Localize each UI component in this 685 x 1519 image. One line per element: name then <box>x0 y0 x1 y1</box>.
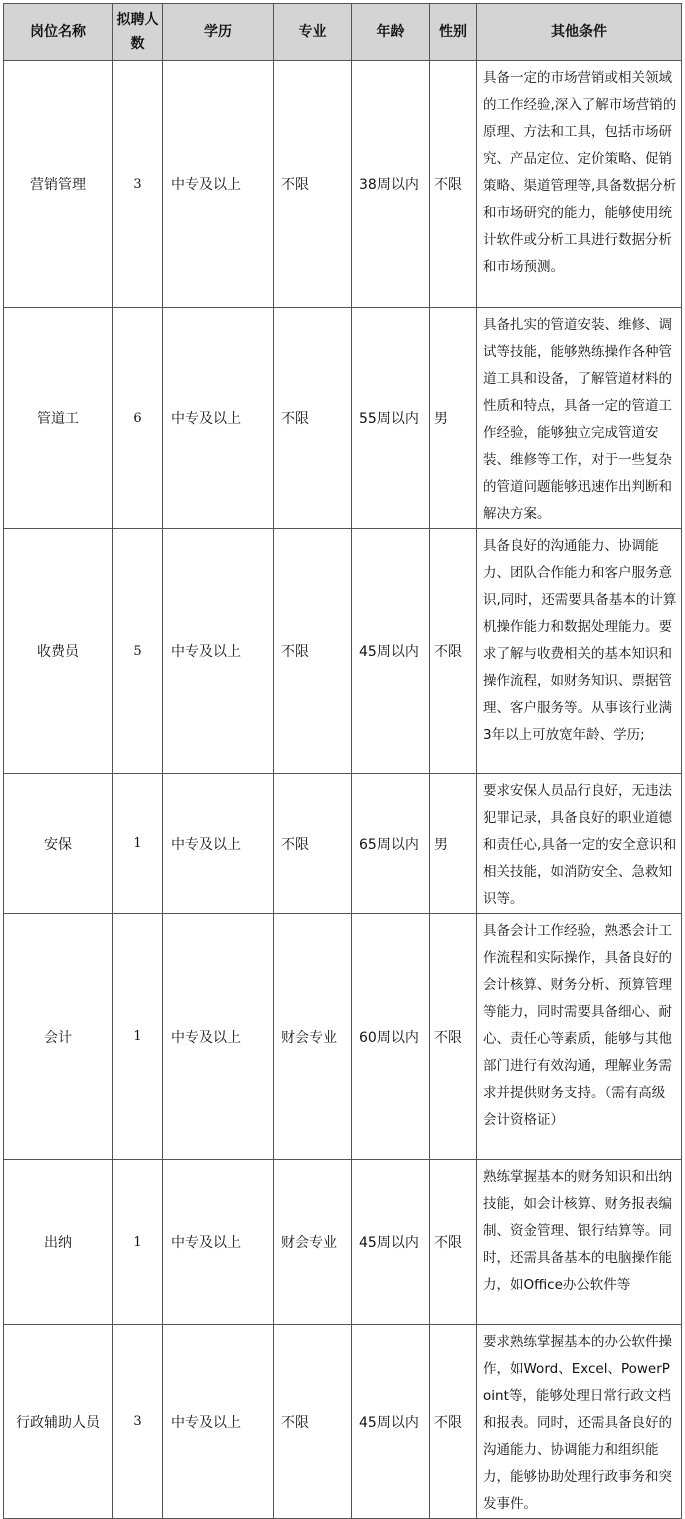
education: 中专及以上 <box>163 914 274 1160</box>
gender: 不限 <box>430 1325 477 1519</box>
position-name: 收费员 <box>4 529 113 774</box>
education: 中专及以上 <box>163 61 274 308</box>
age-limit: 45周以内 <box>352 1325 430 1519</box>
hire-count: 5 <box>113 529 163 774</box>
age-limit: 65周以内 <box>352 774 430 914</box>
position-name: 会计 <box>4 914 113 1160</box>
position-name: 安保 <box>4 774 113 914</box>
table-row <box>4 774 682 914</box>
recruitment-table <box>3 3 682 1519</box>
header-position: 岗位名称 <box>4 4 113 61</box>
other-conditions: 具备扎实的管道安装、维修、调试等技能，能够熟练操作各种管道工具和设备，了解管道材料的性质和特点，具备一定的管道工作经验，能够独立完成管道安装、维修等工作，对于一些复杂的管道问题能够迅速作出判断和解决方案。 <box>477 308 682 529</box>
hire-count: 3 <box>113 1325 163 1519</box>
age-limit: 60周以内 <box>352 914 430 1160</box>
age-limit: 45周以内 <box>352 1160 430 1325</box>
other-conditions: 要求熟练掌握基本的办公软件操作，如Word、Excel、PowerPoint等，能够处理日常行政文档和报表。同时，还需具备良好的沟通能力、协调能力和组织能力，能够协助处理行政事务和突发事件。 <box>477 1325 682 1519</box>
major: 不限 <box>274 1325 352 1519</box>
position-name: 行政辅助人员 <box>4 1325 113 1519</box>
table-row <box>4 529 682 774</box>
table-row <box>4 61 682 308</box>
hire-count: 1 <box>113 1160 163 1325</box>
education: 中专及以上 <box>163 1325 274 1519</box>
other-conditions: 具备良好的沟通能力、协调能力、团队合作能力和客户服务意识,同时，还需要具备基本的计算机操作能力和数据处理能力。要求了解与收费相关的基本知识和操作流程，如财务知识、票据管理、客户服务等。从事该行业满3年以上可放宽年龄、学历; <box>477 529 682 774</box>
header-other: 其他条件 <box>477 4 682 61</box>
major: 不限 <box>274 308 352 529</box>
age-limit: 55周以内 <box>352 308 430 529</box>
position-name: 出纳 <box>4 1160 113 1325</box>
education: 中专及以上 <box>163 308 274 529</box>
table-row <box>4 308 682 529</box>
education: 中专及以上 <box>163 529 274 774</box>
age-limit: 45周以内 <box>352 529 430 774</box>
gender: 不限 <box>430 914 477 1160</box>
position-name: 管道工 <box>4 308 113 529</box>
major: 不限 <box>274 61 352 308</box>
other-conditions: 具备一定的市场营销或相关领域的工作经验,深入了解市场营销的原理、方法和工具，包括市场研究、产品定位、定价策略、促销策略、渠道管理等,具备数据分析和市场研究的能力，能够使用统计软件或分析工具进行数据分析和市场预测。 <box>477 61 682 308</box>
major: 不限 <box>274 529 352 774</box>
other-conditions: 具备会计工作经验，熟悉会计工作流程和实际操作，具备良好的会计核算、财务分析、预算管理等能力，同时需要具备细心、耐心、责任心等素质，能够与其他部门进行有效沟通，理解业务需求并提供财务支持。（需有高级会计资格证） <box>477 914 682 1160</box>
education: 中专及以上 <box>163 774 274 914</box>
other-conditions: 要求安保人员品行良好，无违法犯罪记录，具备良好的职业道德和责任心,具备一定的安全意识和相关技能，如消防安全、急救知识等。 <box>477 774 682 914</box>
gender: 不限 <box>430 529 477 774</box>
header-age: 年龄 <box>352 4 430 61</box>
gender: 男 <box>430 308 477 529</box>
hire-count: 1 <box>113 774 163 914</box>
position-name: 营销管理 <box>4 61 113 308</box>
header-row <box>4 4 682 61</box>
gender: 不限 <box>430 1160 477 1325</box>
header-count: 拟聘人数 <box>113 4 163 61</box>
major: 财会专业 <box>274 914 352 1160</box>
header-education: 学历 <box>163 4 274 61</box>
major: 不限 <box>274 774 352 914</box>
table-row <box>4 1160 682 1325</box>
hire-count: 3 <box>113 61 163 308</box>
hire-count: 1 <box>113 914 163 1160</box>
major: 财会专业 <box>274 1160 352 1325</box>
other-conditions: 熟练掌握基本的财务知识和出纳技能，如会计核算、财务报表编制、资金管理、银行结算等。同时，还需具备基本的电脑操作能力，如Office办公软件等 <box>477 1160 682 1325</box>
gender: 不限 <box>430 61 477 308</box>
table-row <box>4 1325 682 1519</box>
header-major: 专业 <box>274 4 352 61</box>
gender: 男 <box>430 774 477 914</box>
header-gender: 性别 <box>430 4 477 61</box>
table-row <box>4 914 682 1160</box>
hire-count: 6 <box>113 308 163 529</box>
age-limit: 38周以内 <box>352 61 430 308</box>
education: 中专及以上 <box>163 1160 274 1325</box>
